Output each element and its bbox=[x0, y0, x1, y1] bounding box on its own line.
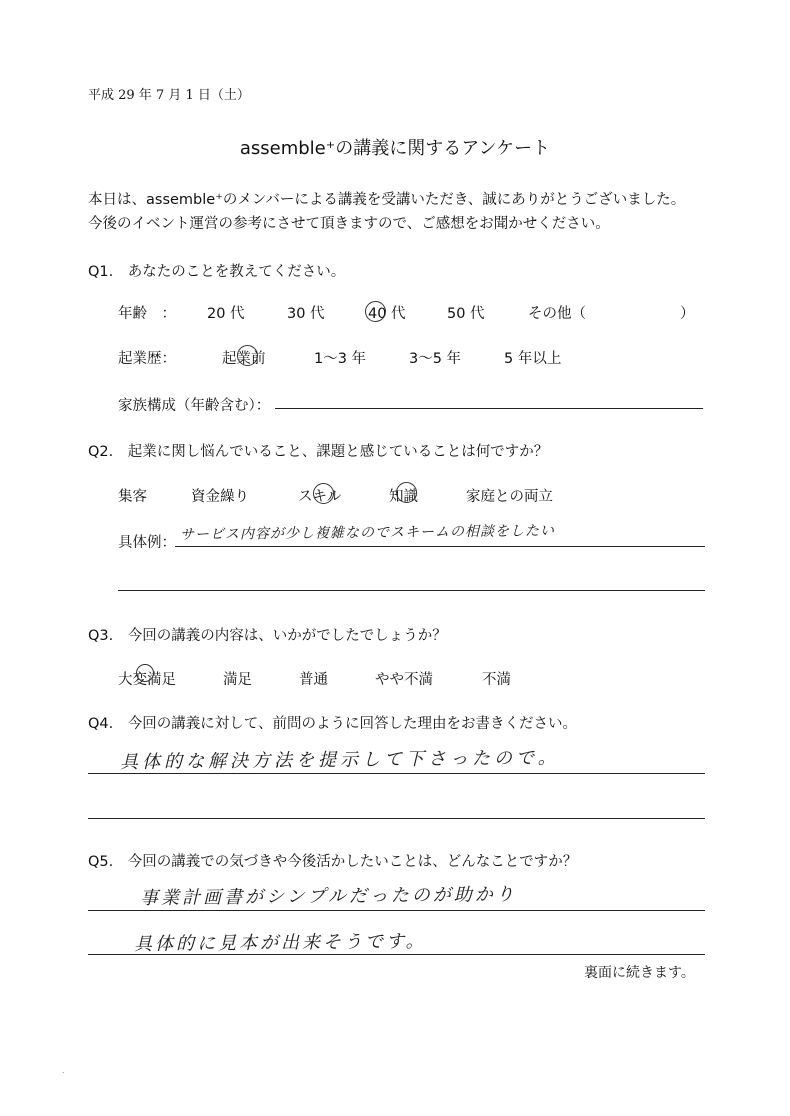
example-line-2 bbox=[118, 590, 705, 591]
career-option-5plus[interactable]: 5 年以上 bbox=[504, 351, 562, 367]
issue-option-customers[interactable]: 集客 bbox=[118, 489, 147, 505]
rating-option-neutral[interactable]: 普通 bbox=[299, 672, 328, 688]
example-answer[interactable]: サービス内容が少し複雑なのでスキームの相談をしたい bbox=[179, 523, 556, 543]
q1-label: Q1. あなたのことを教えてください。 bbox=[88, 264, 346, 280]
rating-option-satisfied[interactable]: 満足 bbox=[223, 672, 252, 688]
q4-line-2 bbox=[88, 818, 705, 819]
age-option-20s[interactable]: 20 代 bbox=[207, 306, 245, 322]
rating-option-somewhat-dissatisfied[interactable]: やや不満 bbox=[375, 672, 433, 688]
age-option-other[interactable]: その他（ bbox=[528, 306, 586, 322]
career-label: 起業歴： bbox=[118, 351, 176, 367]
q2-label: Q2. 起業に関し悩んでいること、課題と感じていることは何ですか？ bbox=[88, 444, 549, 460]
q5-label: Q5. 今回の講義での気づきや今後活かしたいことは、どんなことですか？ bbox=[88, 854, 578, 870]
q3-label: Q3. 今回の講義の内容は、いかがでしたでしょうか？ bbox=[88, 628, 447, 644]
issue-option-cashflow[interactable]: 資金繰り bbox=[191, 489, 249, 505]
q5-line-1 bbox=[88, 910, 705, 911]
age-selected-circle bbox=[365, 301, 386, 322]
age-option-other-close: ） bbox=[680, 306, 695, 322]
q5-answer-1[interactable]: 事業計画書がシンプルだったのが助かり bbox=[139, 884, 517, 909]
age-option-40s[interactable]: 40 代 bbox=[368, 306, 406, 322]
q4-label: Q4. 今回の講義に対して、前問のように回答した理由をお書きください。 bbox=[88, 716, 577, 732]
issue-option-family-balance[interactable]: 家庭との両立 bbox=[466, 489, 553, 505]
age-label: 年齢 ： bbox=[118, 306, 176, 322]
q4-line-1 bbox=[88, 773, 705, 774]
corner-mark: . bbox=[62, 1066, 65, 1075]
career-option-1-3[interactable]: 1～3 年 bbox=[314, 351, 367, 367]
age-option-30s[interactable]: 30 代 bbox=[287, 306, 325, 322]
issue-option-knowledge[interactable]: 知識 bbox=[389, 489, 418, 505]
career-selected-circle bbox=[237, 345, 258, 366]
q5-answer-2[interactable]: 具体的に見本が出来そうです。 bbox=[133, 930, 427, 955]
rating-option-dissatisfied[interactable]: 不満 bbox=[482, 672, 511, 688]
intro-line-2: 今後のイベント運営の参考にさせて頂きますので、ご感想をお聞かせください。 bbox=[88, 216, 610, 232]
knowledge-selected-circle bbox=[396, 482, 417, 503]
career-option-3-5[interactable]: 3～5 年 bbox=[409, 351, 462, 367]
issue-option-skill[interactable]: スキル bbox=[298, 489, 342, 505]
q5-line-2 bbox=[88, 954, 705, 955]
career-option-before[interactable]: 起業前 bbox=[222, 351, 266, 367]
family-answer-line bbox=[275, 408, 703, 409]
example-label: 具体例： bbox=[118, 535, 176, 551]
age-option-50s[interactable]: 50 代 bbox=[447, 306, 485, 322]
q4-answer-1[interactable]: 具体的な解決方法を提示して下さったので。 bbox=[119, 747, 560, 773]
family-label: 家族構成（年齢含む）： bbox=[118, 398, 271, 414]
survey-date: 平成 29 年 7 月 1 日（土） bbox=[88, 88, 250, 103]
rating-selected-circle bbox=[136, 664, 154, 682]
continued-on-back-note: 裏面に続きます。 bbox=[584, 965, 695, 981]
skill-selected-circle bbox=[313, 483, 334, 504]
intro-line-1: 本日は、assemble⁺のメンバーによる講義を受講いただき、誠にありがとうございました。 bbox=[88, 192, 686, 208]
example-line-1 bbox=[175, 546, 705, 547]
rating-option-very-satisfied[interactable]: 大変満足 bbox=[118, 672, 176, 688]
page-title: assemble⁺の講義に関するアンケート bbox=[239, 138, 551, 159]
